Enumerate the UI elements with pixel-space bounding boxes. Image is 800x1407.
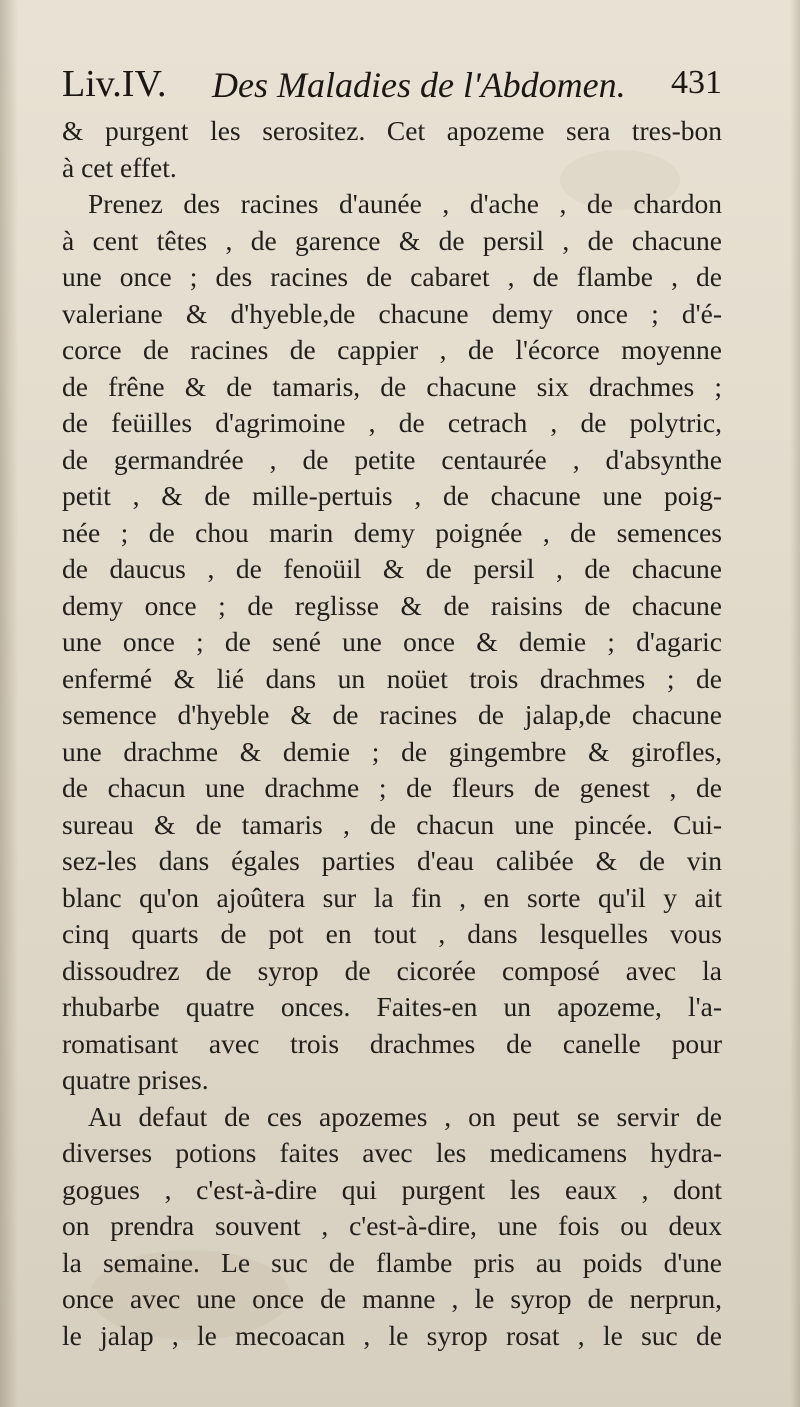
text-line: gogues , c'est-à-dire qui purgent les eaux , dont [62,1173,722,1205]
text-line: une once ; des racines de cabaret , de flambe , de [62,261,722,292]
text-line: & purgent les serositez. Cet apozeme sera tres-bon [62,115,722,146]
running-title: Des Maladies de l'Abdomen. [212,65,626,105]
page-number: 431 [671,64,722,101]
text-line: sez-les dans égales parties d'eau calibée & de vin [62,845,722,876]
text-line: cinq quarts de pot en tout , dans lesquelles vous [62,918,722,949]
text-line: quatre prises. [62,1064,209,1095]
text-line: petit , & de mille-pertuis , de chacune une poig- [62,480,722,511]
text-line: née ; de chou marin demy poignée , de semences [62,516,722,548]
text-line: corce de racines de cappier , de l'écorce moyenne [62,334,722,365]
body-text [62,113,722,1354]
text-line: once avec une once de manne , le syrop de nerprun, [62,1283,722,1314]
text-line: blanc qu'on ajoûtera sur la fin , en sorte qu'il y ait [62,881,722,913]
chapter-label: Liv.IV. [62,63,167,105]
text-line: rhubarbe quatre onces. Faites-en un apozeme, l'a- [62,991,722,1022]
text-line: sureau & de tamaris , de chacun une pincée. Cui- [62,808,722,840]
text-line: demy once ; de reglisse & de raisins de chacune [62,589,722,621]
text-line: de frêne & de tamaris, de chacune six drachmes ; [62,370,722,402]
running-header [62,62,722,112]
text-line: à cent têtes , de garence & de persil , de chacune [62,224,722,256]
text-line: dissoudrez de syrop de cicorée composé avec la [62,954,722,986]
text-line: une once ; de sené une once & demie ; d'agaric [62,626,722,657]
text-line: le jalap , le mecoacan , le syrop rosat , le suc de [62,1319,722,1351]
text-line: valeriane & d'hyeble,de chacune demy once ; d'é- [62,297,722,329]
text-line: romatisant avec trois drachmes de canelle pour [62,1027,722,1059]
text-line: de chacun une drachme ; de fleurs de genest , de [62,772,722,803]
text-line: on prendra souvent , c'est-à-dire, une fois ou deux [62,1210,722,1241]
text-line: une drachme & demie ; de gingembre & girofles, [62,735,722,767]
text-line: enfermé & lié dans un noüet trois drachmes ; de [62,662,722,694]
text-line: la semaine. Le suc de flambe pris au poids d'une [62,1246,722,1278]
text-line: de daucus , de fenoüil & de persil , de chacune [62,553,722,584]
text-line: à cet effet. [62,151,177,183]
text-line: de germandrée , de petite centaurée , d'absynthe [62,443,722,475]
page-edge-shadow-right [790,0,800,1407]
text-line: Prenez des racines d'aunée , d'ache , de chardon [88,188,722,219]
text-line: semence d'hyeble & de racines de jalap,de chacune [62,699,722,730]
text-line: de feüilles d'agrimoine , de cetrach , de polytric, [62,407,722,438]
page-edge-shadow [0,0,18,1407]
text-line: Au defaut de ces apozemes , on peut se servir de [88,1100,722,1132]
text-line: diverses potions faites avec les medicamens hydra- [62,1137,722,1168]
